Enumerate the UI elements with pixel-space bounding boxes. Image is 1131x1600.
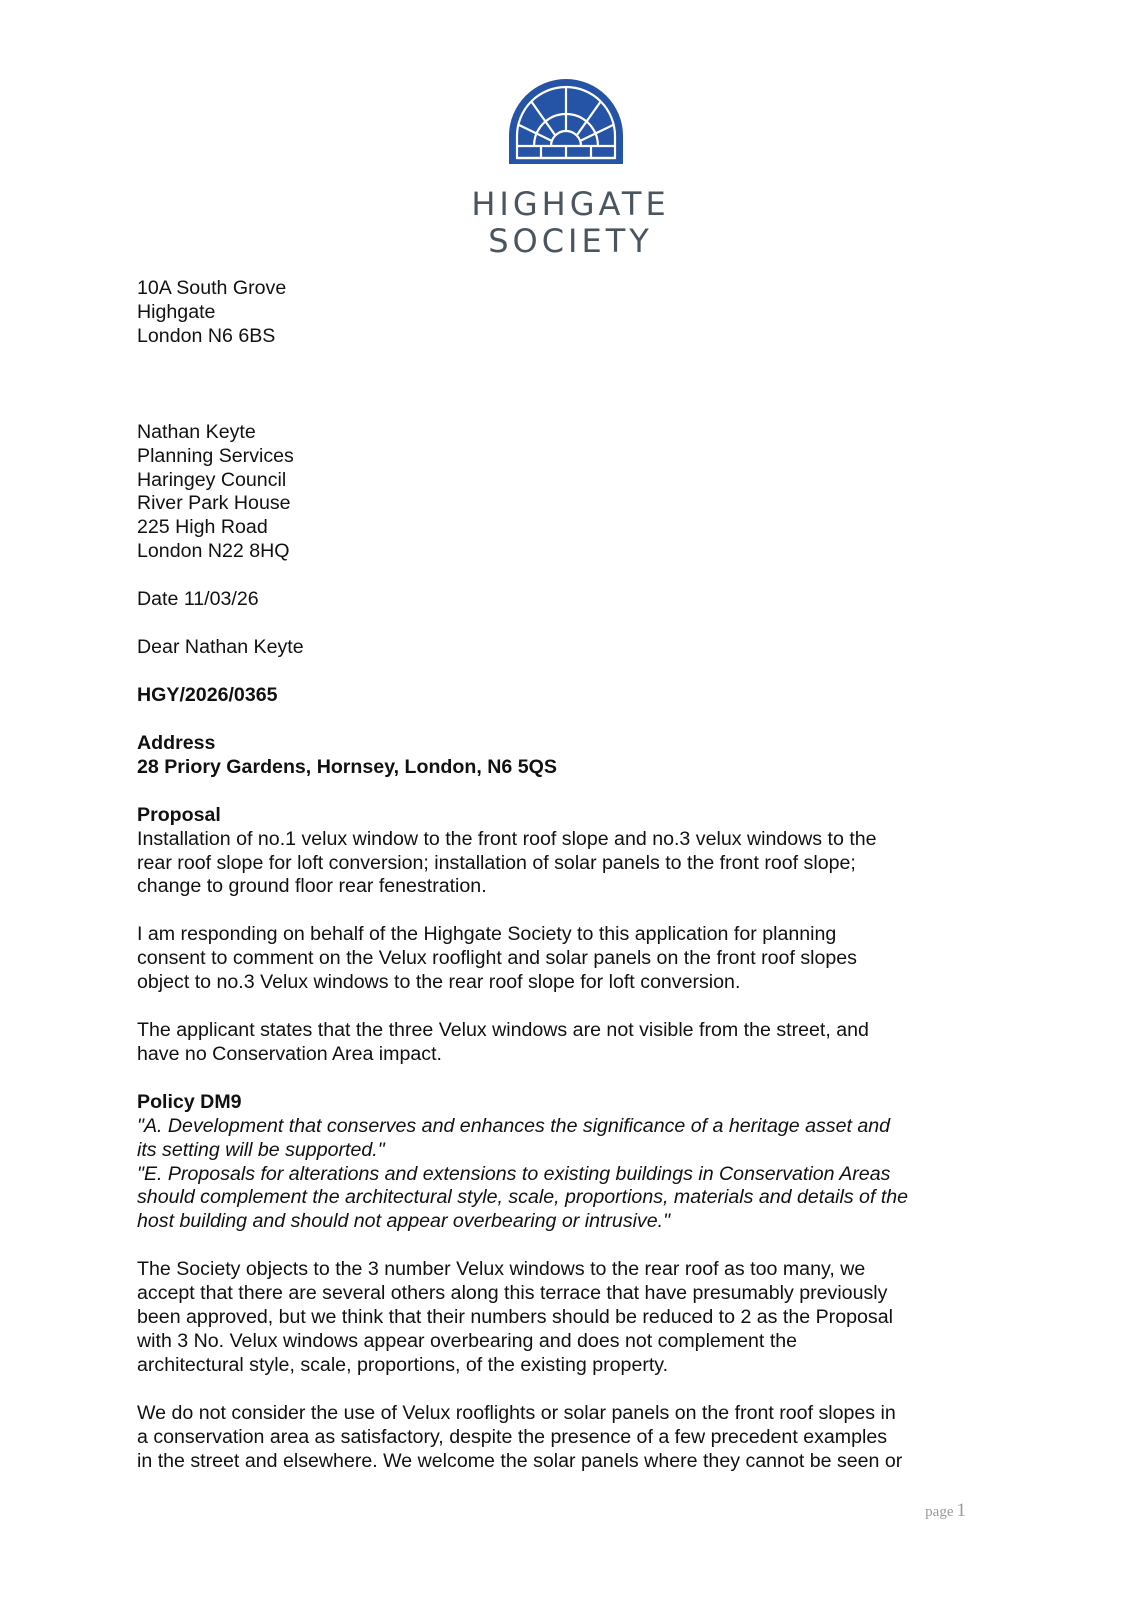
paragraph-line: a conservation area as satisfactory, despite the presence of a few precedent examples	[137, 1425, 888, 1448]
policy-line: its setting will be supported."	[137, 1138, 385, 1161]
society-name	[10, 186, 1131, 260]
paragraph-line: The Society objects to the 3 number Velux windows to the rear roof as too many, we	[137, 1258, 866, 1281]
address-heading: Address	[137, 731, 216, 754]
proposal-text	[137, 828, 967, 900]
sender-address-line: Highgate	[137, 300, 216, 323]
applicant-statement-paragraph	[137, 1019, 967, 1067]
paragraph-line: accept that there are several others along this terrace that have presumably previously	[137, 1282, 888, 1305]
recipient-address-line: London N22 8HQ	[137, 540, 290, 563]
logo-line-highgate: HIGHGATE	[471, 185, 670, 223]
recipient-address-line: Nathan Keyte	[137, 420, 256, 443]
paragraph-line: with 3 No. Velux windows appear overbearing and does not complement the	[137, 1330, 798, 1352]
page-number	[925, 1500, 966, 1522]
recipient-address-line: 225 High Road	[137, 516, 268, 539]
objection-paragraph	[137, 1258, 967, 1378]
paragraph-line: change to ground floor rear fenestration.	[137, 875, 487, 898]
policy-quote	[137, 1115, 967, 1235]
paragraph-line: consent to comment on the Velux rooflight and solar panels on the front roof slopes	[137, 947, 857, 970]
paragraph-line: The applicant states that the three Velux windows are not visible from the street, and	[137, 1019, 869, 1042]
fanlight-window-icon	[507, 78, 625, 166]
recipient-address-line: Planning Services	[137, 444, 294, 467]
paragraph-line: object to no.3 Velux windows to the rear roof slope for loft conversion.	[137, 971, 741, 994]
paragraph-line: We do not consider the use of Velux rooflights or solar panels on the front roof slopes in	[137, 1401, 896, 1424]
paragraph-line: rear roof slope for loft conversion; installation of solar panels to the front roof slope;	[137, 851, 856, 874]
recipient-address-line: River Park House	[137, 492, 291, 515]
site-address: 28 Priory Gardens, Hornsey, London, N6 5QS	[137, 755, 557, 778]
paragraph-line: have no Conservation Area impact.	[137, 1042, 442, 1065]
policy-line: "A. Development that conserves and enhances the significance of a heritage asset and	[137, 1114, 891, 1137]
recipient-address	[137, 421, 967, 564]
page-number-value: 1	[956, 1500, 966, 1521]
sender-address-line: 10A South Grove	[137, 277, 287, 299]
logo-line-society: SOCIETY	[488, 222, 653, 260]
front-roof-paragraph	[137, 1402, 967, 1474]
letter-date: Date 11/03/26	[137, 588, 259, 611]
paragraph-line: in the street and elsewhere. We welcome the solar panels where they cannot be seen or	[137, 1449, 903, 1472]
sender-address	[137, 277, 967, 349]
recipient-address-line: Haringey Council	[137, 468, 287, 491]
letter-body	[137, 277, 967, 1474]
page-label: page	[925, 1504, 954, 1520]
society-logo	[0, 78, 1131, 260]
policy-line: should complement the architectural style, scale, proportions, materials and details of the	[137, 1186, 909, 1209]
policy-heading: Policy DM9	[137, 1090, 242, 1113]
policy-line: "E. Proposals for alterations and extensions to existing buildings in Conservation Areas	[137, 1162, 891, 1185]
policy-line: host building and should not appear overbearing or intrusive."	[137, 1210, 671, 1233]
paragraph-line: been approved, but we think that their numbers should be reduced to 2 as the Proposal	[137, 1306, 893, 1329]
response-paragraph	[137, 923, 967, 995]
proposal-heading: Proposal	[137, 803, 221, 826]
paragraph-line: I am responding on behalf of the Highgate Society to this application for planning	[137, 923, 837, 946]
paragraph-line: Installation of no.1 velux window to the front roof slope and no.3 velux windows to the	[137, 827, 877, 850]
paragraph-line: architectural style, scale, proportions, of the existing property.	[137, 1353, 669, 1376]
application-reference: HGY/2026/0365	[137, 683, 278, 706]
sender-address-line: London N6 6BS	[137, 324, 276, 347]
salutation: Dear Nathan Keyte	[137, 636, 304, 659]
